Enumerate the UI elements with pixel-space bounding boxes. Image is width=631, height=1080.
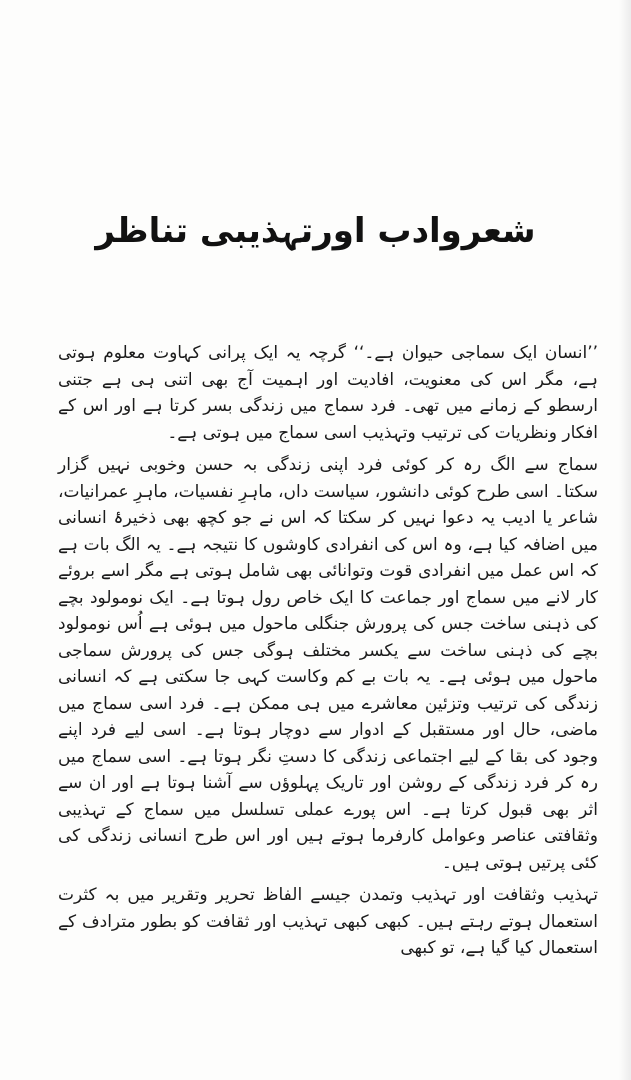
paragraph-2: سماج سے الگ رہ کر کوئی فرد اپنی زندگی بہ حسن وخوبی نہیں گزار سکتا۔ اسی طرح کوئی دانشور، سیاست داں، ماہرِ نفسیات، ماہرِ عمرانیات، شاعر یا ادیب یہ دعوا نہیں کر سکتا کہ اس نے جو کچھ بھی ذخیرۂ انسانی میں اضافہ کیا ہے، وہ اس کی انفرادی کاوشوں کا نتیجہ ہے۔ یہ الگ بات ہے کہ اس عمل میں انفرادی قوت وتوانائی بھی شامل ہوتی ہے مگر اسے بروئے کار لانے میں سماج اور جماعت کا ایک خاص رول ہوتا ہے۔ ایک نومولود بچے کی ذہنی ساخت جس کی پرورش جنگلی ماحول میں ہوئی ہے اُس نومولود بچے کی ذہنی ساخت سے یکسر مختلف ہوگی جس کی پرورش سماجی ماحول میں ہوئی ہے۔ یہ بات بے کم وکاست کہی جا سکتی ہے کہ انسانی زندگی کی ترتیب وتزئین معاشرے میں ہی ممکن ہے۔ فرد اسی سماج میں ماضی، حال اور مستقبل کے ادوار سے دوچار ہوتا ہے۔ اسی لیے فرد اپنے وجود کی بقا کے لیے اجتماعی زندگی کا دستِ نگر ہوتا ہے۔ اسی سماج میں رہ کر فرد زندگی کے روشن اور تاریک پہلوؤں سے آشنا ہوتا ہے اور ان سے اثر بھی قبول کرتا ہے۔ اس پورے عملی تسلسل میں سماج کے تہذیبی وثقافتی عناصر وعوامل کارفرما ہوتے ہیں اور اس طرح انسانی زندگی کی کئی پرتیں ہوتی ہیں۔ bbox=[58, 455, 598, 873]
paragraph-1: ’’انسان ایک سماجی حیوان ہے۔‘‘ گرچہ یہ ایک پرانی کہاوت معلوم ہوتی ہے، مگر اس کی معنویت، افادیت اور اہمیت آج بھی اتنی ہی ہے جتنی ارسطو کے زمانے میں تھی۔ فرد سماج میں زندگی بسر کرتا ہے اور اس کے افکار ونظریات کی ترتیب وتہذیب اسی سماج میں ہوتی ہے۔ bbox=[58, 343, 598, 443]
page-edge-shadow bbox=[619, 0, 631, 1080]
chapter-title: شعروادب اورتہذیبی تناظر bbox=[95, 211, 536, 251]
paragraph-3: تہذیب وثقافت اور تہذیب وتمدن جیسے الفاظ تحریر وتقریر میں بہ کثرت استعمال ہوتے رہتے ہیں۔ کبھی کبھی تہذیب اور ثقافت کو بطور مترادف کے استعمال کیا گیا ہے، تو کبھی bbox=[58, 885, 598, 958]
body-text bbox=[58, 340, 598, 962]
